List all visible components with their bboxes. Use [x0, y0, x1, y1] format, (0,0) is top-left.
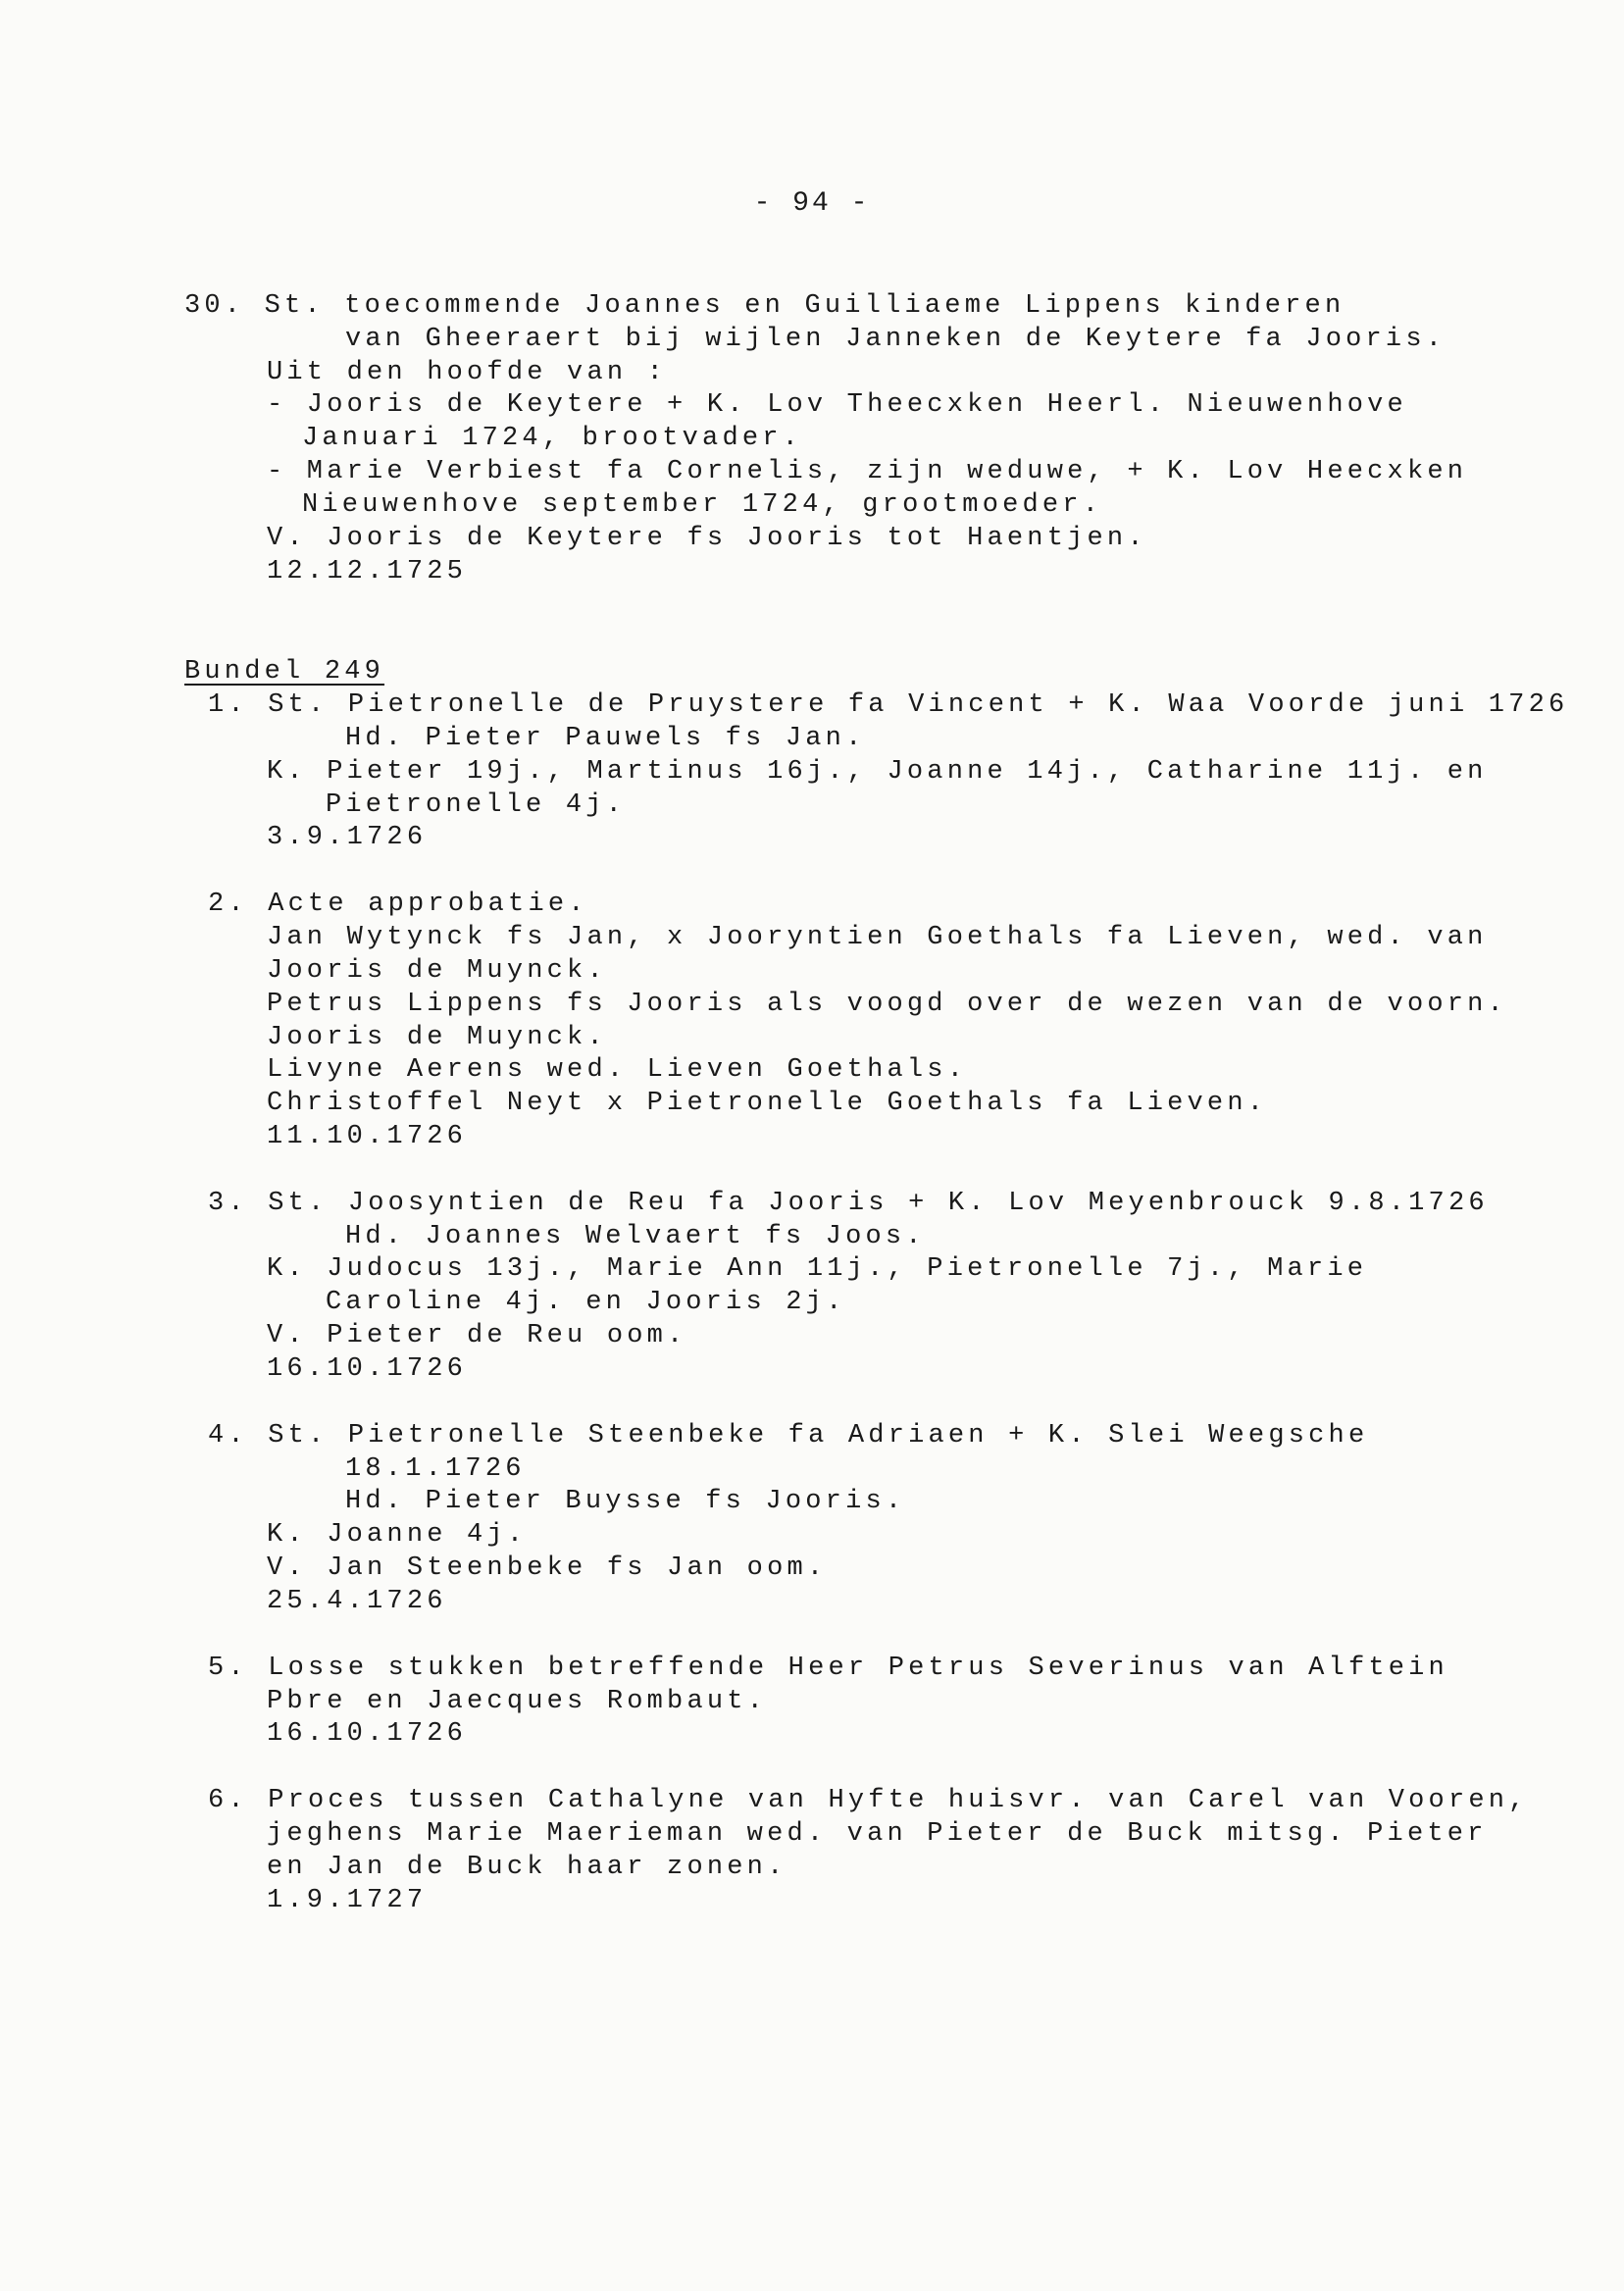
- entry-2-line: Christoffel Neyt x Pietronelle Goethals fa Lieven.: [267, 1089, 1268, 1118]
- entry-1-line: 1. St. Pietronelle de Pruystere fa Vincent + K. Waa Voorde juni 1726: [208, 690, 1569, 720]
- entry-1-line: K. Pieter 19j., Martinus 16j., Joanne 14j., Catharine 11j. en: [267, 757, 1488, 787]
- page-number: - 94 -: [753, 188, 871, 219]
- bundel-heading: Bundel 249: [184, 657, 385, 687]
- entry-3-line: V. Pieter de Reu oom.: [267, 1321, 687, 1350]
- entry-30-line: 30. St. toecommende Joannes en Guilliaeme Lippens kinderen: [184, 291, 1345, 321]
- entry-30-line: van Gheeraert bij wijlen Janneken de Keytere fa Jooris.: [345, 325, 1446, 354]
- entry-30-line: Januari 1724, brootvader.: [302, 424, 803, 453]
- entry-30-date: 12.12.1725: [267, 557, 468, 586]
- entry-3-date: 16.10.1726: [267, 1354, 468, 1384]
- entry-1-line: Hd. Pieter Pauwels fs Jan.: [345, 724, 866, 753]
- entry-2-date: 11.10.1726: [267, 1122, 468, 1151]
- entry-2-line: Jan Wytynck fs Jan, x Jooryntien Goethals fa Lieven, wed. van: [267, 923, 1488, 952]
- entry-30-line: Nieuwenhove september 1724, grootmoeder.: [302, 490, 1103, 520]
- entry-4-line: 18.1.1726: [345, 1454, 526, 1484]
- entry-3-line: Caroline 4j. en Jooris 2j.: [326, 1288, 846, 1317]
- entry-30-line: Uit den hoofde van :: [267, 358, 668, 387]
- entry-6-line: en Jan de Buck haar zonen.: [267, 1853, 787, 1882]
- entry-6-date: 1.9.1727: [267, 1886, 428, 1915]
- entry-30-line: - Jooris de Keytere + K. Lov Theecxken Heerl. Nieuwenhove: [267, 390, 1407, 420]
- entry-2-line: Jooris de Muynck.: [267, 1023, 607, 1052]
- entry-30-line: - Marie Verbiest fa Cornelis, zijn weduwe, + K. Lov Heecxken: [267, 457, 1468, 486]
- entry-5-line: Pbre en Jaecques Rombaut.: [267, 1687, 768, 1716]
- entry-1-date: 3.9.1726: [267, 823, 428, 852]
- entry-2-line: 2. Acte approbatie.: [208, 890, 588, 919]
- entry-30-line: V. Jooris de Keytere fs Jooris tot Haentjen.: [267, 524, 1147, 553]
- entry-3-line: Hd. Joannes Welvaert fs Joos.: [345, 1222, 926, 1251]
- entry-6-line: 6. Proces tussen Cathalyne van Hyfte huisvr. van Carel van Vooren,: [208, 1786, 1529, 1815]
- entry-3-line: 3. St. Joosyntien de Reu fa Jooris + K. Lov Meyenbrouck 9.8.1726: [208, 1189, 1489, 1218]
- entry-4-line: Hd. Pieter Buysse fs Jooris.: [345, 1487, 906, 1516]
- entry-4-line: V. Jan Steenbeke fs Jan oom.: [267, 1553, 828, 1583]
- entry-5-line: 5. Losse stukken betreffende Heer Petrus Severinus van Alftein: [208, 1654, 1448, 1683]
- entry-4-line: K. Joanne 4j.: [267, 1520, 528, 1550]
- entry-3-line: K. Judocus 13j., Marie Ann 11j., Pietronelle 7j., Marie: [267, 1254, 1368, 1284]
- entry-2-line: Petrus Lippens fs Jooris als voogd over de wezen van de voorn.: [267, 990, 1507, 1019]
- entry-6-line: jeghens Marie Maerieman wed. van Pieter de Buck mitsg. Pieter: [267, 1819, 1488, 1849]
- entry-1-line: Pietronelle 4j.: [326, 790, 627, 820]
- entry-4-date: 25.4.1726: [267, 1587, 447, 1616]
- entry-5-date: 16.10.1726: [267, 1719, 468, 1749]
- entry-4-line: 4. St. Pietronelle Steenbeke fa Adriaen + K. Slei Weegsche: [208, 1421, 1369, 1451]
- entry-2-line: Livyne Aerens wed. Lieven Goethals.: [267, 1055, 968, 1085]
- entry-2-line: Jooris de Muynck.: [267, 956, 607, 986]
